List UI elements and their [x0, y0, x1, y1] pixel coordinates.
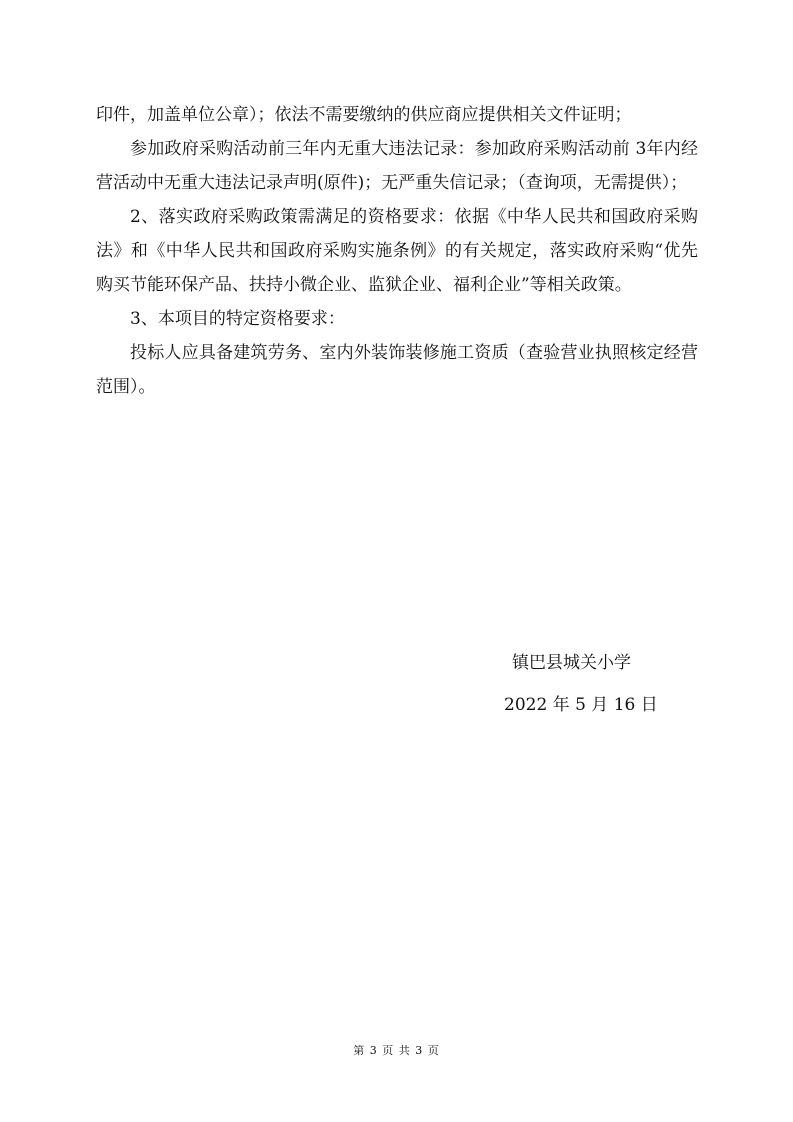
- paragraph-3: 2、落实政府采购政策需满足的资格要求：依据《中华人民共和国政府采购法》和《中华人民共和国政府采购实施条例》的有关规定，落实政府采购“优先购买节能环保产品、扶持小微企业、监狱企业、福利企业”等相关政策。: [96, 207, 698, 295]
- paragraph-4: 3、本项目的特定资格要求：: [130, 309, 345, 329]
- signature-organization: 镇巴县城关小学: [512, 653, 631, 673]
- paragraph-1: 印件，加盖单位公章）；依法不需要缴纳的供应商应提供相关文件证明；: [96, 105, 632, 125]
- document-body: [96, 98, 698, 404]
- page-footer: 第 3 页 共 3 页: [353, 1044, 440, 1057]
- paragraph-2: 参加政府采购活动前三年内无重大违法记录：参加政府采购活动前 3年内经营活动中无重大违法记录声明(原件)；无严重失信记录；（查询项，无需提供）；: [96, 139, 698, 193]
- paragraph-5: 投标人应具备建筑劳务、室内外装饰装修施工资质（查验营业执照核定经营范围）。: [96, 343, 698, 397]
- signature-date: 2022 年 5 月 16 日: [504, 695, 658, 715]
